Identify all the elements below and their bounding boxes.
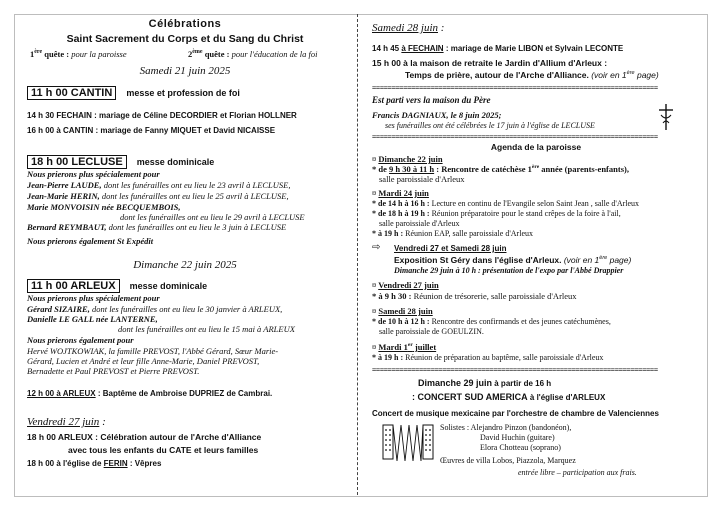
lecluse-mass: 18 h 00 LECLUSE messe dominicale: [27, 152, 214, 170]
saturday-28-title: Samedi 28 juin :: [372, 22, 445, 34]
agenda-item-2-date: ¤ Mardi 24 juin: [372, 188, 429, 198]
sunday-date: Dimanche 22 juin 2025: [133, 259, 237, 271]
separator-3: =========================================================================: [372, 366, 658, 374]
arleux-list-line-2: Gérard, Lucien et André et leur fille Anne-Marie, Daniel PREVOST,: [27, 356, 260, 366]
agenda-item-1-line-2: salle paroissiale d'Arleux: [379, 174, 465, 184]
arleux-also: Nous prierons également pour: [27, 335, 134, 345]
arleux-pray-heading: Nous prierons plus spécialement pour: [27, 293, 160, 303]
friday-date: Vendredi 27 juin :: [27, 416, 106, 428]
saturday-date: Samedi 21 juin 2025: [139, 65, 231, 77]
saturday-28-line-1: 14 h 45 à FECHAIN : mariage de Marie LIBON et Sylvain LECONTE: [372, 44, 624, 53]
agenda-item-6-date: ¤ Mardi 1er juillet: [372, 342, 437, 352]
agenda-item-4-date: ¤ Vendredi 27 juin: [372, 280, 439, 290]
friday-line-3: 18 h 00 à l'église de FERIN : Vêpres: [27, 459, 162, 468]
agenda-item-1-line-1: * de 9 h 30 à 11 h : Rencontre de catéchèse 1ère année (parents-enfants),: [372, 164, 629, 174]
agenda-item-2-line-2: * de 18 h à 19 h : Réunion préparatoire pour le stand crêpes de la foire à l'ail,: [372, 209, 621, 218]
agenda-item-2-line-4: * à 19 h : Réunion EAP, salle paroissiale d'Arleux: [372, 229, 533, 238]
lecluse-deceased-1: Jean-Pierre LAUDE, dont les funérailles ont eu lieu le 23 avril à LECLUSE,: [27, 180, 291, 190]
concert-description: Concert de musique mexicaine par l'orchestre de chambre de Valenciennes: [372, 409, 659, 418]
cantin-time-box: 11 h 00 CANTIN: [27, 86, 116, 100]
agenda-item-5-line-2: salle paroissiale de GOEULZIN.: [379, 327, 484, 336]
concert-works: Œuvres de villa Lobos, Piazzola, Marquez: [440, 456, 576, 465]
column-divider: [357, 14, 358, 495]
friday-line-1: 18 h 00 ARLEUX : Célébration autour de l'Arche d'Alliance: [27, 432, 262, 442]
agenda-item-5-line-1: * de 10 h à 12 h : Rencontre des confirmands et des jeunes catéchumènes,: [372, 317, 611, 326]
page-subtitle: Saint Sacrement du Corps et du Sang du Christ: [66, 33, 304, 45]
arleux-mass: 11 h 00 ARLEUX messe dominicale: [27, 276, 207, 294]
agenda-item-4-line-1: * à 9 h 30 : Réunion de trésorerie, salle paroissiale d'Arleux: [372, 291, 577, 301]
agenda-item-2-line-3: salle paroissiale d'Arleux: [379, 219, 460, 228]
concert-title: : CONCERT SUD AMERICA à l'église d'ARLEUX: [412, 392, 606, 402]
concert-entry: entrée libre – participation aux frais.: [518, 468, 637, 477]
concert-date: Dimanche 29 juin à partir de 16 h: [418, 378, 552, 388]
agenda-item-3-date: Vendredi 27 et Samedi 28 juin: [394, 244, 507, 253]
cross-icon: [655, 103, 677, 131]
wedding-fechain: 14 h 30 FECHAIN : mariage de Céline DECORDIER et Florian HOLLNER: [27, 111, 297, 120]
saturday-28-line-3: Temps de prière, autour de l'Arche d'Alliance. (voir en 1ère page): [405, 70, 659, 80]
lecluse-time-box: 18 h 00 LECLUSE: [27, 155, 127, 169]
saturday-28-line-2: 15 h 00 à la maison de retraite le Jardin d'Allium d'Arleux :: [372, 58, 608, 68]
concert-soloist-2: David Huchin (guitare): [480, 433, 555, 442]
agenda-item-5-date: ¤ Samedi 28 juin: [372, 306, 433, 316]
arrow-icon: ⇨: [372, 242, 381, 253]
lecluse-also: Nous prierons également St Expédit: [27, 236, 154, 246]
arleux-list-line-3: Bernadette et Paul PREVOST et Pierre PREVOST.: [27, 366, 200, 376]
quete-1: 1ère quête : pour la paroisse: [30, 49, 127, 59]
agenda-title: Agenda de la paroisse: [490, 142, 582, 152]
cantin-mass: 11 h 00 CANTIN messe et profession de foi: [27, 83, 240, 101]
lecluse-deceased-4: Bernard REYMBAUT, dont les funérailles ont eu lieu le 3 juin à LECLUSE: [27, 222, 287, 232]
lecluse-deceased-3-name: Marie MONVOISIN née BECQUEMBOIS,: [27, 202, 181, 212]
concert-soloist-3: Elora Chotteau (soprano): [480, 443, 561, 452]
agenda-item-2-line-1: * de 14 h à 16 h : Lecture en continu de l'Evangile selon Saint Jean , salle d'Arleux: [372, 199, 640, 208]
arleux-deceased-2-name: Danielle LE GALL née LANTERNE,: [27, 314, 158, 324]
agenda-item-1-date: ¤ Dimanche 22 juin: [372, 154, 443, 164]
quete-2: 2ème quête : pour l'éducation de la foi: [188, 49, 318, 59]
agenda-item-6-line-1: * à 19 h : Réunion de préparation au baptême, salle paroissiale d'Arleux: [372, 353, 604, 362]
agenda-item-3-line-1: Exposition St Géry dans l'église d'Arleux. (voir en 1ère page): [394, 255, 632, 265]
separator-2: =========================================================================: [372, 133, 658, 141]
accordion-icon: [381, 421, 435, 465]
deceased-name: Francis DAGNIAUX, le 8 juin 2025;: [372, 110, 502, 120]
wedding-cantin: 16 h 00 à CANTIN : mariage de Fanny MIQUET et David NICAISSE: [27, 126, 276, 135]
arleux-deceased-1: Gérard SIZAIRE, dont les funérailles ont eu lieu le 30 janvier à ARLEUX,: [27, 304, 283, 314]
concert-soloist-1: Solistes : Alejandro Pinzon (bandonéon),: [440, 423, 572, 432]
separator-1: =========================================================================: [372, 84, 658, 92]
deceased-text: ses funérailles ont été célébrées le 17 juin à l'église de LECLUSE: [385, 121, 595, 130]
page-title: Célébrations: [148, 18, 222, 30]
arleux-time-box: 11 h 00 ARLEUX: [27, 279, 120, 293]
baptism: 12 h 00 à ARLEUX : Baptême de Ambroise DUPRIEZ de Cambrai.: [27, 389, 273, 398]
deceased-heading: Est parti vers la maison du Père: [372, 95, 491, 105]
arleux-deceased-2-rest: dont les funérailles ont eu lieu le 15 mai à ARLEUX: [118, 324, 295, 334]
agenda-item-3-line-2: Dimanche 29 juin à 10 h : présentation de l'expo par l'Abbé Drappier: [394, 266, 624, 275]
lecluse-deceased-2: Jean-Marie HERIN, dont les funérailles ont eu lieu le 25 avril à LECLUSE,: [27, 191, 289, 201]
friday-line-2: avec tous les enfants du CATE et leurs familles: [68, 445, 259, 455]
lecluse-deceased-3-rest: dont les funérailles ont eu lieu le 29 avril à LECLUSE: [120, 212, 305, 222]
lecluse-pray-heading: Nous prierons plus spécialement pour: [27, 169, 160, 179]
arleux-list-line-1: Hervé WOJTKOWIAK, la famille PREVOST, l'Abbé Gérard, Sœur Marie-: [27, 346, 279, 356]
